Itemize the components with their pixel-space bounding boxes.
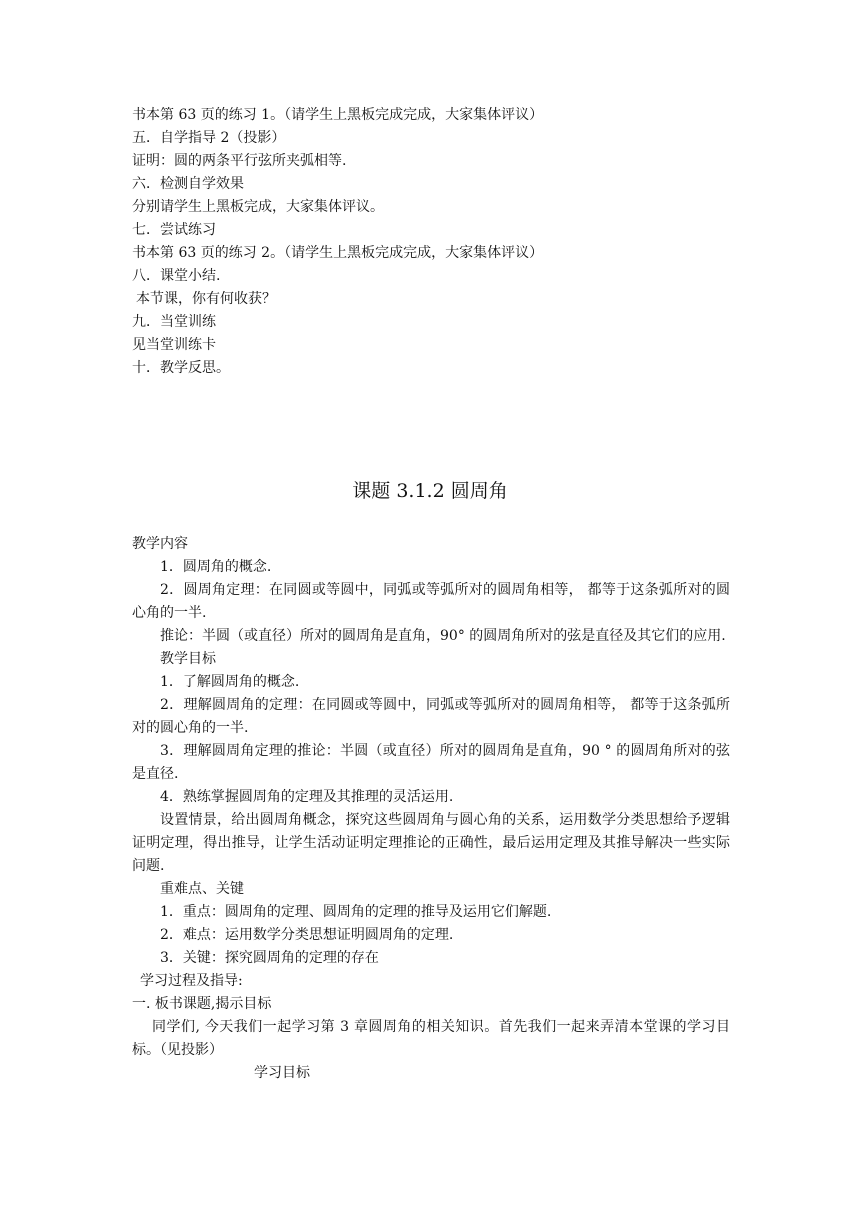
top-section <box>132 104 730 380</box>
text-line: 证明：圆的两条平行弦所夹弧相等. <box>132 153 347 169</box>
section-heading: 七．尝试练习 <box>132 222 216 238</box>
step-heading: 一. 板书课题,揭示目标 <box>132 996 272 1012</box>
section-heading: 八．课堂小结. <box>132 268 221 284</box>
process-heading: 学习过程及指导: <box>140 973 243 989</box>
key-item: 2．难点：运用数学分类思想证明圆周角的定理. <box>160 927 454 943</box>
situation-paragraph: 设置情景，给出圆周角概念，探究这些圆周角与圆心角的关系，运用数学分类思想给予逻辑证明定理，得出推导，让学生活动证明定理推论的正确性，最后运用定理及其推导解决一些实际问题. <box>132 812 730 874</box>
section-heading: 十．教学反思。 <box>132 360 230 376</box>
section-heading: 六．检测自学效果 <box>132 176 244 192</box>
key-item: 3．关键：探究圆周角的定理的存在 <box>160 950 379 966</box>
goal-item: 3．理解圆周角定理的推论：半圆（或直径）所对的圆周角是直角，90 ° 的圆周角所对的弦是直径. <box>132 743 730 782</box>
text-line: 书本第 63 页的练习 2。（请学生上黑板完成完成，大家集体评议） <box>132 245 544 261</box>
text-line: 分别请学生上黑板完成，大家集体评议。 <box>132 199 384 215</box>
content-item: 2．圆周角定理：在同圆或等圆中，同弧或等弧所对的圆周角相等， 都等于这条弧所对的圆心角的一半. <box>132 582 730 621</box>
goal-item: 1．了解圆周角的概念. <box>160 674 300 690</box>
goal-item: 4．熟练掌握圆周角的定理及其推理的灵活运用. <box>160 789 454 805</box>
text-line: 本节课，你有何收获？ <box>136 291 276 307</box>
key-item: 1．重点：圆周角的定理、圆周角的定理的推导及运用它们解题. <box>160 904 552 920</box>
text-line: 书本第 63 页的练习 1。（请学生上黑板完成完成，大家集体评议） <box>132 107 544 123</box>
section-heading: 九．当堂训练 <box>132 314 216 330</box>
goals-label: 学习目标 <box>254 1065 310 1081</box>
lesson-body <box>132 533 730 1085</box>
content-corollary: 推论：半圆（或直径）所对的圆周角是直角，90° 的圆周角所对的弦是直径及其它们的应用. <box>160 628 726 644</box>
content-item: 1．圆周角的概念. <box>160 559 272 575</box>
goal-item: 2．理解圆周角的定理：在同圆或等圆中，同弧或等弧所对的圆周角相等， 都等于这条弧所对的圆心角的一半. <box>132 697 730 736</box>
section-heading: 五．自学指导 2（投影） <box>132 130 286 146</box>
step-paragraph: 同学们, 今天我们一起学习第 3 章圆周角的相关知识。首先我们一起来弄清本堂课的学习目标。（见投影） <box>132 1019 730 1058</box>
goals-heading: 教学目标 <box>160 651 216 667</box>
lesson-title: 课题 3.1.2 圆周角 <box>352 480 508 502</box>
key-heading: 重难点、关键 <box>160 881 244 897</box>
text-line: 见当堂训练卡 <box>132 337 216 353</box>
content-heading: 教学内容 <box>132 536 188 552</box>
